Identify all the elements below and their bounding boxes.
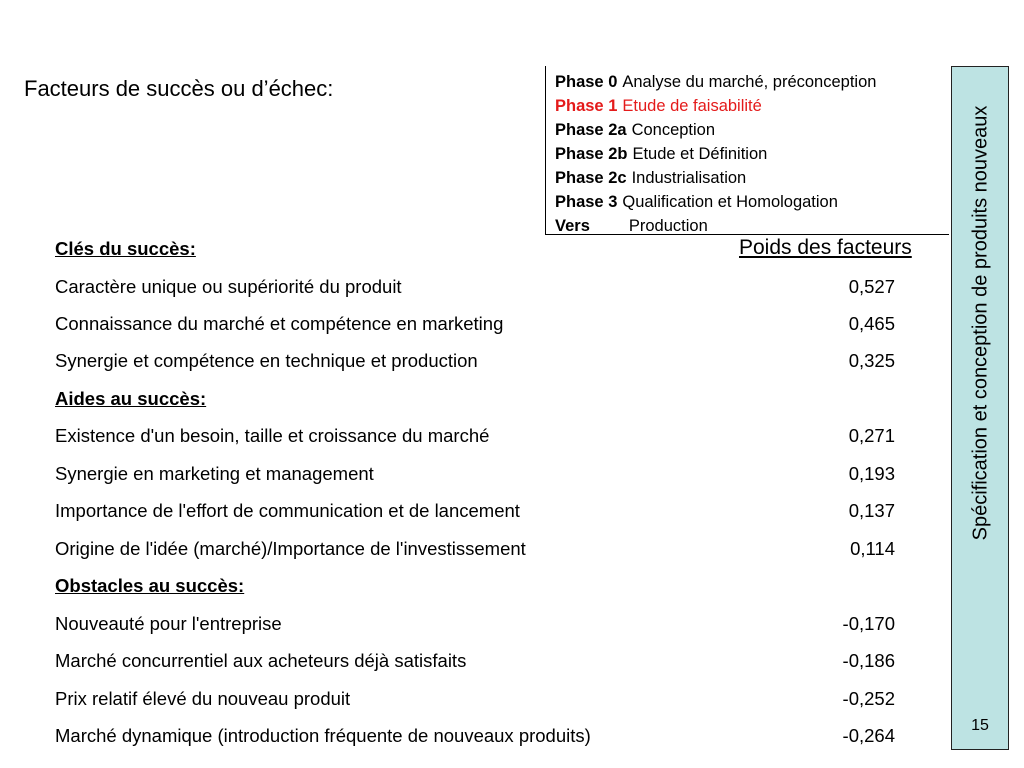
phase-description: Conception	[631, 121, 716, 139]
side-title: Spécification et conception de produits nouveaux	[969, 105, 992, 541]
phase-description: Qualification et Homologation	[622, 193, 838, 211]
factor-weight: 0,271	[848, 425, 895, 446]
factor-label: Nouveauté pour l'entreprise	[55, 613, 282, 634]
section-heading-aids	[55, 385, 895, 413]
slide-title: Facteurs de succès ou d’échec:	[24, 76, 334, 101]
factor-weight: 0,137	[848, 500, 895, 521]
factor-label: Importance de l'effort de communication et de lancement	[55, 500, 520, 521]
phase-legend	[545, 66, 949, 235]
factor-label: Connaissance du marché et compétence en marketing	[55, 313, 504, 334]
factor-weight: 0,325	[848, 350, 895, 371]
phase-description: Etude de faisabilité	[622, 97, 762, 115]
factor-weight: -0,264	[842, 725, 895, 746]
section-heading-keys	[55, 235, 895, 263]
phase-label: Phase 1	[555, 97, 618, 115]
phase-1-line-active	[555, 94, 949, 118]
section-title: Clés du succès:	[55, 238, 196, 259]
factor-weight: 0,465	[848, 313, 895, 334]
side-band	[951, 66, 1009, 750]
phase-description: Analyse du marché, préconception	[622, 73, 877, 91]
phase-label: Phase 2c	[555, 169, 627, 187]
phase-description: Industrialisation	[631, 169, 747, 187]
table-row	[55, 722, 895, 750]
table-row	[55, 685, 895, 713]
table-row	[55, 610, 895, 638]
table-row	[55, 422, 895, 450]
factor-label: Caractère unique ou supériorité du produit	[55, 276, 402, 297]
weights-column-header: Poids des facteurs	[739, 236, 912, 259]
phase-label: Phase 0	[555, 73, 618, 91]
factor-label: Existence d'un besoin, taille et croissance du marché	[55, 425, 490, 446]
factor-label: Origine de l'idée (marché)/Importance de l'investissement	[55, 538, 526, 559]
table-row	[55, 460, 895, 488]
phase-3-line	[555, 190, 949, 214]
phase-label: Phase 2b	[555, 145, 628, 163]
factor-weight: 0,114	[850, 538, 895, 559]
phase-description: Etude et Définition	[632, 145, 768, 163]
table-row	[55, 310, 895, 338]
factor-weight: -0,252	[842, 688, 895, 709]
phase-0-line	[555, 70, 949, 94]
table-row	[55, 273, 895, 301]
section-title: Obstacles au succès:	[55, 575, 245, 596]
factor-weight: 0,527	[848, 276, 895, 297]
page-number: 15	[971, 717, 989, 734]
phase-2c-line	[555, 166, 949, 190]
factor-weight: 0,193	[848, 463, 895, 484]
factor-weight: -0,170	[842, 613, 895, 634]
section-title: Aides au succès:	[55, 388, 207, 409]
factor-weight: -0,186	[842, 650, 895, 671]
factor-label: Marché dynamique (introduction fréquente de nouveaux produits)	[55, 725, 591, 746]
table-row	[55, 497, 895, 525]
factor-label: Synergie et compétence en technique et production	[55, 350, 478, 371]
section-heading-obstacles	[55, 572, 895, 600]
factor-label: Marché concurrentiel aux acheteurs déjà satisfaits	[55, 650, 467, 671]
phase-label: Phase 2a	[555, 121, 627, 139]
factor-label: Synergie en marketing et management	[55, 463, 374, 484]
phase-label: Vers	[555, 217, 590, 235]
factor-label: Prix relatif élevé du nouveau produit	[55, 688, 351, 709]
table-row	[55, 347, 895, 375]
phase-description: Production	[628, 217, 708, 235]
table-row	[55, 647, 895, 675]
table-row	[55, 535, 895, 563]
phase-2b-line	[555, 142, 949, 166]
phase-label: Phase 3	[555, 193, 618, 211]
phase-2a-line	[555, 118, 949, 142]
